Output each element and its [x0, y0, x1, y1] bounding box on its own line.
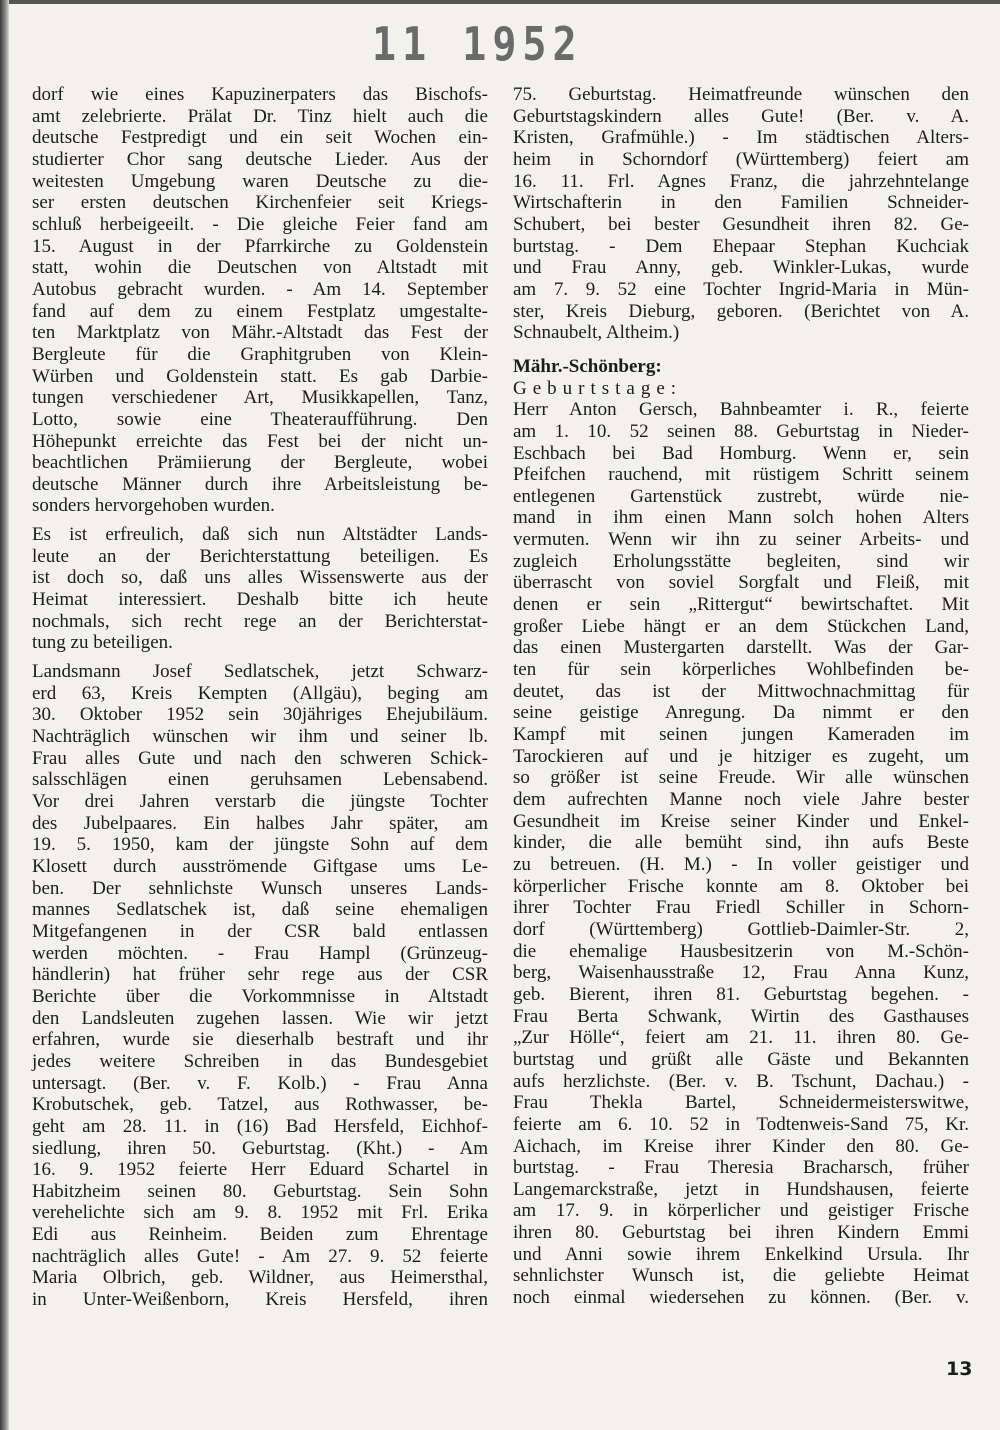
text-line: erfahren, wurde sie dieserhalb bestraft und ihr — [32, 1029, 488, 1051]
text-line: überrascht von soviel Sorgfalt und Fleiß, mit — [513, 572, 969, 594]
text-line: 19. 5. 1950, kam der jüngste Sohn auf dem — [32, 834, 488, 856]
text-line: das einen Mustergarten darstellt. Was der Gar- — [513, 637, 969, 659]
text-line: statt, wohin die Deutschen von Altstadt mit — [32, 257, 488, 279]
text-line: werden möchten. - Frau Hampl (Grünzeug- — [32, 942, 488, 964]
text-line: nochmals, sich recht rege an der Berichterstat- — [32, 610, 488, 632]
text-line: tung zu beteiligen. — [32, 632, 173, 654]
text-line: Autobus gebracht wurden. - Am 14. September — [32, 278, 488, 300]
text-line: denen er sein „Rittergut“ bewirtschaftet. Mit — [513, 594, 969, 616]
text-line: Tarockieren auf und je hitziger es zugeht, um — [513, 745, 969, 767]
text-line: Nachträglich wünschen wir ihm und seiner lb. — [32, 726, 488, 748]
text-line: nachträglich alles Gute! - Am 27. 9. 52 feierte — [32, 1245, 488, 1267]
page-number: 13 — [946, 1358, 973, 1380]
text-line: Mitgefangenen in der CSR bald entlassen — [32, 920, 488, 942]
text-line: Landsmann Josef Sedlatschek, jetzt Schwarz- — [32, 661, 488, 683]
text-line: dorf wie eines Kapuzinerpaters das Bischofs- — [32, 84, 488, 105]
text-line: 75. Geburtstag. Heimatfreunde wünschen den — [513, 84, 969, 105]
text-line: Klosett durch ausströmende Giftgase ums Le- — [32, 855, 488, 877]
text-line: 16. 9. 1952 feierte Herr Eduard Schartel in — [32, 1159, 488, 1181]
text-line: dem aufrechten Manne noch viele Jahre bester — [513, 789, 969, 810]
text-line: ihren 80. Geburtstag bei ihren Kindern Emmi — [513, 1222, 969, 1244]
text-line: berg, Waisenhausstraße 12, Frau Anna Kunz, — [513, 962, 969, 984]
text-line: Berichte über die Vorkommnisse in Altstadt — [32, 985, 488, 1007]
text-line: Schnaubelt, Altheim.) — [513, 322, 680, 344]
text-line: burtstag. - Dem Ehepaar Stephan Kuchciak — [513, 235, 969, 257]
text-line: noch einmal wiedersehen zu können. (Ber. v. — [513, 1287, 969, 1309]
text-line: seine geistige Anregung. Da nimmt er den — [513, 702, 969, 724]
section-heading: Mähr.-Schönberg: — [513, 355, 662, 377]
text-line: deutsche Männer durch ihre Arbeitsleistung be- — [32, 473, 488, 495]
text-line: amt zelebrierte. Prälat Dr. Tinz hielt auch die — [32, 105, 488, 127]
text-line: beachtlichen Prämiierung der Bergleute, wobei — [32, 452, 488, 474]
text-line: die ehemalige Hausbesitzerin von M.-Schön- — [513, 940, 969, 962]
text-line: am 1. 10. 52 seinen 88. Geburtstag in Nieder- — [513, 420, 969, 442]
paragraph — [32, 524, 488, 654]
text-line: Höhepunkt erreichte das Fest bei der nicht un- — [32, 430, 488, 452]
text-line: deutet, das ist der Mittwochnachmittag für — [513, 680, 969, 702]
text-line: „Zur Hölle“, feiert am 21. 11. ihren 80. Ge- — [513, 1027, 969, 1049]
text-line: Frau alles Gute und nach den schweren Schick- — [32, 747, 488, 769]
text-line: Edi aus Reinheim. Beiden zum Ehrentage — [32, 1224, 488, 1246]
text-line: schluß herbeigeeilt. - Die gleiche Feier fand am — [32, 213, 488, 235]
text-line: sehnlichster Wunsch ist, die geliebte Heimat — [513, 1265, 969, 1287]
text-line: studierter Chor sang deutsche Lieder. Aus der — [32, 148, 488, 170]
text-line: Bergleute für die Graphitgruben von Klein- — [32, 343, 488, 365]
text-line: burtstag. - Frau Theresia Bracharsch, früher — [513, 1157, 969, 1179]
text-line: dorf (Württemberg) Gottlieb-Daimler-Str. 2, — [513, 918, 969, 940]
text-line: salsschlägen einen geruhsamen Lebensabend. — [32, 769, 488, 791]
text-line: 15. August in der Pfarrkirche zu Goldenstein — [32, 235, 488, 257]
text-line: Heimat interessiert. Deshalb bitte ich heute — [32, 589, 488, 611]
text-line: körperlicher Frische konnte am 8. Oktober bei — [513, 875, 969, 897]
text-line: des Jubelpaares. Ein halbes Jahr später, am — [32, 812, 488, 834]
text-line: zu betreuen. (H. M.) - In voller geistiger und — [513, 853, 969, 875]
text-line: leute an der Berichterstattung beteiligen. Es — [32, 545, 488, 567]
text-line: Pfeifchen rauchend, mit rüstigem Schritt seinem — [513, 464, 969, 486]
text-line: händlerin) hat früher sehr rege aus der CSR — [32, 964, 488, 986]
date-stamp: 11 1952 — [372, 18, 583, 72]
text-line: den Landsleuten zugehen lassen. Wie wir jetzt — [32, 1007, 488, 1029]
text-line: ster, Kreis Dieburg, geboren. (Berichtet von A. — [513, 300, 969, 322]
paragraph — [513, 399, 969, 1309]
text-line: Herr Anton Gersch, Bahnbeamter i. R., feierte — [513, 399, 969, 421]
text-line: zugleich Erholungsstätte begleiten, sind wir — [513, 550, 969, 572]
text-line: aufs herzlichste. (Ber. v. B. Tschunt, Dachau.) - — [513, 1070, 969, 1092]
text-line: ten Marktplatz von Mähr.-Altstadt das Fest der — [32, 322, 488, 344]
text-line: 16. 11. Frl. Agnes Franz, die jahrzehntelange — [513, 170, 969, 192]
text-line: Es ist erfreulich, daß sich nun Altstädter Lands- — [32, 524, 488, 546]
text-line: weitesten Umgebung waren Deutsche zu die- — [32, 170, 488, 192]
text-line: und Anni sowie ihrem Enkelkind Ursula. Ihr — [513, 1243, 969, 1265]
text-line: siedlung, ihren 50. Geburtstag. (Kht.) - Am — [32, 1137, 488, 1159]
text-line: so größer ist seine Freude. Wir alle wünschen — [513, 767, 969, 789]
text-line: am 7. 9. 52 eine Tochter Ingrid-Maria in Mün- — [513, 278, 969, 300]
text-line: und Frau Anny, geb. Winkler-Lukas, wurde — [513, 257, 969, 279]
text-line: ihrer Tochter Frau Friedl Schiller in Schorn- — [513, 897, 969, 919]
text-line: Kampf mit seinen jungen Kameraden im — [513, 724, 969, 746]
text-line: erd 63, Kreis Kempten (Allgäu), beging am — [32, 682, 488, 704]
text-line: Wirtschafterin in den Familien Schneider- — [513, 192, 969, 214]
text-line: mand in ihm einen Mann solch hohen Alters — [513, 507, 969, 529]
right-column — [513, 84, 969, 1309]
text-line: 30. Oktober 1952 sein 30jähriges Ehejubiläum. — [32, 704, 488, 726]
text-line: kinder, die alle bemüht sind, ihn aufs Beste — [513, 832, 969, 854]
text-line: ten für sein körperliches Wohlbefinden be- — [513, 659, 969, 681]
paragraph — [32, 84, 488, 517]
text-line: Aichach, im Kreise ihrer Kinder den 80. Ge- — [513, 1135, 969, 1157]
text-line: ser ersten deutschen Kirchenfeier seit Kriegs- — [32, 192, 488, 214]
text-line: ben. Der sehnlichste Wunsch unseres Lands- — [32, 877, 488, 899]
text-line: jedes weitere Schreiben in das Bundesgebiet — [32, 1050, 488, 1072]
text-line: Krobutschek, geb. Tatzel, aus Rothwasser, be- — [32, 1094, 488, 1116]
text-line: fand auf dem zu einem Festplatz umgestalte- — [32, 300, 488, 322]
text-line: geht am 28. 11. in (16) Bad Hersfeld, Eichhof- — [32, 1115, 488, 1137]
text-line: Habitzheim seinen 80. Geburtstag. Sein Sohn — [32, 1180, 488, 1202]
paragraph — [32, 661, 488, 1311]
text-line: untersagt. (Ber. v. F. Kolb.) - Frau Anna — [32, 1072, 488, 1094]
text-line: Frau Thekla Bartel, Schneidermeisterswitwe, — [513, 1092, 969, 1114]
text-line: burtstag und grüßt alle Gäste und Bekannten — [513, 1048, 969, 1070]
text-line: tungen verschiedener Art, Musikkapellen, Tanz, — [32, 387, 488, 409]
text-line: Frau Berta Schwank, Wirtin des Gasthauses — [513, 1005, 969, 1027]
section-subheading: Geburtstage: — [513, 377, 683, 399]
text-line: Würben und Goldenstein statt. Es gab Darbie- — [32, 365, 488, 387]
text-line: feierte am 6. 10. 52 in Todtenweis-Sand 75, Kr. — [513, 1113, 969, 1135]
text-line: Maria Olbrich, geb. Wildner, aus Heimersthal, — [32, 1267, 488, 1289]
text-line: mannes Sedlatschek ist, daß seine ehemaligen — [32, 899, 488, 921]
text-line: großer Liebe hängt er an dem Stückchen Land, — [513, 615, 969, 637]
text-line: entlegenen Gartenstück zustrebt, würde nie- — [513, 485, 969, 507]
text-line: heim in Schorndorf (Württemberg) feiert am — [513, 148, 969, 170]
text-line: verehelichte sich am 9. 8. 1952 mit Frl. Erika — [32, 1202, 488, 1224]
text-line: Geburtstagskindern alles Gute! (Ber. v. A. — [513, 105, 969, 127]
text-line: Eschbach bei Bad Homburg. Wenn er, sein — [513, 442, 969, 464]
text-line: geb. Bierent, ihren 81. Geburtstag begehen. - — [513, 983, 969, 1005]
text-line: Lotto, sowie eine Theateraufführung. Den — [32, 408, 488, 430]
text-line: Langemarckstraße, jetzt in Hundshausen, feierte — [513, 1178, 969, 1200]
paragraph — [513, 84, 969, 344]
text-line: deutsche Festpredigt und ein seit Wochen ein- — [32, 127, 488, 149]
scan-top-edge — [0, 0, 1000, 4]
left-column — [32, 84, 488, 1311]
text-line: am 17. 9. in körperlicher und geistiger Frische — [513, 1200, 969, 1222]
text-line: in Unter-Weißenborn, Kreis Hersfeld, ihren — [32, 1289, 488, 1311]
text-line: sonders hervorgehoben wurden. — [32, 495, 275, 517]
text-line: Vor drei Jahren verstarb die jüngste Tochter — [32, 791, 488, 812]
text-line: Gesundheit im Kreise seiner Kinder und Enkel- — [513, 810, 969, 832]
text-line: vermuten. Wenn wir ihn zu seiner Arbeits- und — [513, 529, 969, 551]
text-line: ist doch so, daß uns alles Wissenswerte aus der — [32, 567, 488, 589]
text-line: Schubert, bei bester Gesundheit ihren 82. Ge- — [513, 213, 969, 235]
text-line: Kristen, Grafmühle.) - Im städtischen Alters- — [513, 127, 969, 149]
scan-binding-edge — [0, 0, 9, 1430]
